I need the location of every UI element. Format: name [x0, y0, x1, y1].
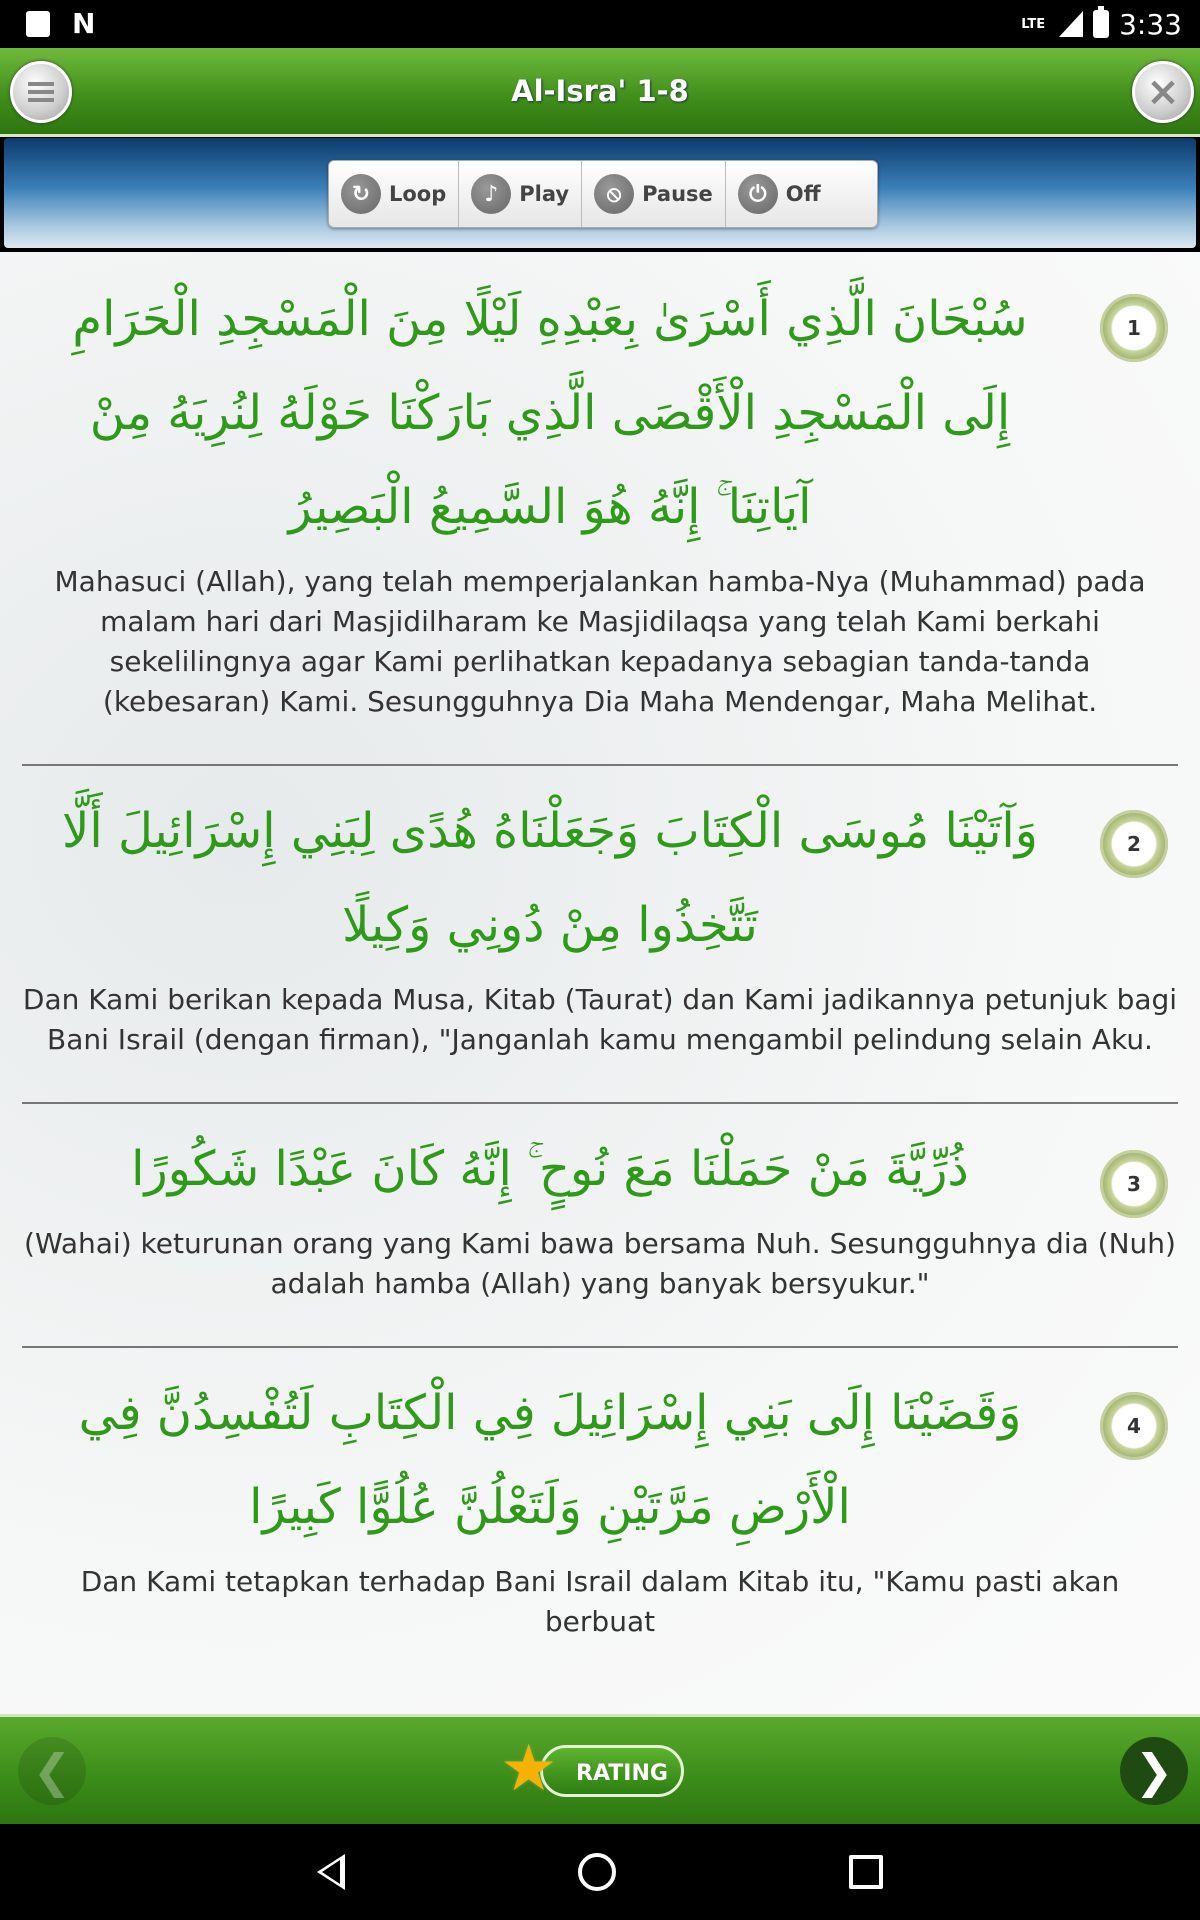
verse-arabic-text: ذُرِّيَّةَ مَنْ حَمَلْنَا مَعَ نُوحٍ ۚ إِنَّهُ كَانَ عَبْدًا شَكُورًا: [131, 1141, 969, 1197]
audio-control-bar: [4, 138, 1196, 248]
verse-translation: Mahasuci (Allah), yang telah memperjalankan hamba-Nya (Muhammad) pada malam hari dari Masjidilharam ke Masjidilaqsa yang telah Kami berkahi sekelilingnya agar Kami perlihatkan kepadanya sebagian tanda-tanda (kebesaran) Kami. Sesungguhnya Dia Maha Mendengar, Maha Melihat.: [54, 565, 1146, 718]
back-icon[interactable]: [317, 1854, 345, 1890]
menu-button[interactable]: [10, 61, 72, 123]
pause-icon: ⦸: [594, 174, 634, 214]
next-page-button[interactable]: [1120, 1737, 1188, 1805]
play-label: Play: [519, 182, 570, 206]
status-notifications: [0, 7, 96, 40]
verse-number-badge: 3: [1100, 1150, 1168, 1218]
hamburger-icon: [28, 90, 54, 94]
speaker-icon: ♪: [471, 174, 511, 214]
rating-label: RATING: [576, 1761, 668, 1786]
play-button[interactable]: [459, 161, 582, 227]
verse-arabic-text: وَقَضَيْنَا إِلَى بَنِي إِسْرَائِيلَ فِي الْكِتَابِ لَتُفْسِدُنَّ فِي الْأَرْضِ مَرَّتَيْنِ وَلَتَعْلُنَّ عُلُوًّا كَبِيرًا: [78, 1385, 1022, 1535]
verse-list[interactable]: [0, 252, 1200, 1714]
battery-icon: [1093, 10, 1109, 38]
clock: 3:33: [1119, 7, 1182, 41]
chevron-left-icon: ❮: [32, 1744, 72, 1798]
verse-item: [0, 1104, 1200, 1304]
signal-icon: [1059, 11, 1083, 37]
network-type: LTE: [1021, 16, 1046, 32]
status-bar: [0, 0, 1200, 48]
off-label: Off: [785, 182, 821, 206]
audio-button-group: [328, 160, 878, 228]
verse-number-badge: 1: [1100, 294, 1168, 362]
loop-label: Loop: [389, 182, 447, 206]
verse-arabic-text: وَآتَيْنَا مُوسَى الْكِتَابَ وَجَعَلْنَاهُ هُدًى لِبَنِي إِسْرَائِيلَ أَلَّا تَتَّخِذُوا مِنْ دُونِي وَكِيلًا: [62, 803, 1038, 953]
star-icon: ★: [500, 1732, 558, 1806]
sd-card-icon: [26, 11, 50, 37]
verse-arabic-text: سُبْحَانَ الَّذِي أَسْرَىٰ بِعَبْدِهِ لَيْلًا مِنَ الْمَسْجِدِ الْحَرَامِ إِلَى الْمَسْجِدِ الْأَقْصَى الَّذِي بَارَكْنَا حَوْلَهُ لِنُرِيَهُ مِنْ آيَاتِنَا ۚ إِنَّهُ هُوَ السَّمِيعُ الْبَصِيرُ: [72, 291, 1028, 535]
chevron-right-icon: ❯: [1134, 1744, 1174, 1798]
power-icon: ⏻: [738, 174, 778, 214]
off-button[interactable]: [726, 161, 833, 227]
bottom-toolbar: [0, 1714, 1200, 1827]
verse-translation: (Wahai) keturunan orang yang Kami bawa bersama Nuh. Sesungguhnya dia (Nuh) adalah hamba (Allah) yang banyak bersyukur.": [24, 1227, 1176, 1300]
loop-icon: ↻: [341, 174, 381, 214]
pause-label: Pause: [642, 182, 713, 206]
verse-number-badge: 4: [1100, 1392, 1168, 1460]
pause-button[interactable]: [582, 161, 726, 227]
verse-translation: Dan Kami berikan kepada Musa, Kitab (Taurat) dan Kami jadikannya petunjuk bagi Bani Israil (dengan firman), "Janganlah kamu mengambil pelindung selain Aku.: [22, 983, 1178, 1056]
close-button[interactable]: [1132, 61, 1194, 123]
app-header: [0, 48, 1200, 137]
verse-number-badge: 2: [1100, 810, 1168, 878]
page-title: Al-Isra' 1-8: [511, 74, 689, 108]
home-icon[interactable]: [578, 1853, 616, 1891]
previous-page-button[interactable]: [18, 1737, 86, 1805]
loop-button[interactable]: [329, 161, 459, 227]
recents-icon[interactable]: [849, 1855, 883, 1889]
verse-item: [0, 766, 1200, 1060]
status-indicators: [1021, 8, 1200, 41]
close-icon: ×: [1146, 69, 1180, 115]
rating-button[interactable]: [540, 1745, 684, 1797]
verse-translation: Dan Kami tetapkan terhadap Bani Israil dalam Kitab itu, "Kamu pasti akan berbuat: [80, 1565, 1120, 1638]
verse-item: [0, 1348, 1200, 1642]
system-navigation-bar: [0, 1824, 1200, 1920]
notification-n-icon: N: [72, 7, 96, 40]
verse-item: [0, 252, 1200, 722]
